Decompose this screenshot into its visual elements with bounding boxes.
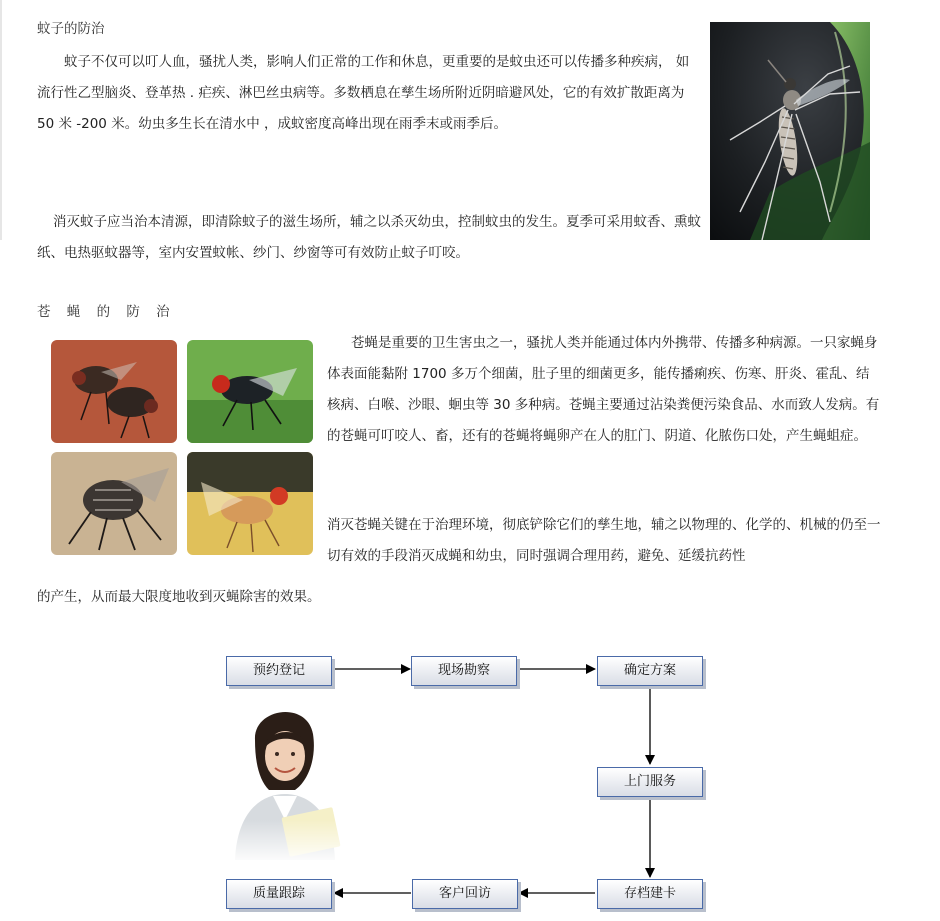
fly-paragraph-3: 的产生，从而最大限度地收到灭蝇除害的效果。	[37, 589, 321, 605]
fly-photo-grid	[51, 340, 313, 556]
flow-step-site-survey: 现场勘察	[411, 656, 517, 686]
mosquito-paragraph-2: 消灭蚊子应当治本清源，即清除蚊子的滋生场所，辅之以杀灭幼虫，控制蚊虫的发生。夏季可采用蚊香、熏蚊纸、电热驱蚊器等，室内安置蚊帐、纱门、纱窗等可有效防止蚊子叮咬。	[37, 214, 701, 261]
flow-step-booking: 预约登记	[226, 656, 332, 686]
flow-step-onsite-service: 上门服务	[597, 767, 703, 797]
fly-section-title: 苍 蝇 的 防 治	[37, 304, 176, 320]
mosquito-section-title: 蚊子的防治	[37, 21, 105, 37]
fly-paragraph-2: 消灭苍蝇关键在于治理环境，彻底铲除它们的孳生地，辅之以物理的、化学的、机械的仍至一切有效的手段消灭成蝇和幼虫，同时强调合理用药，避免、延缓抗药性	[327, 517, 881, 564]
flow-step-archive: 存档建卡	[597, 879, 703, 909]
flow-step-plan: 确定方案	[597, 656, 703, 686]
left-border	[0, 0, 2, 240]
fly-photo-3	[51, 452, 177, 555]
flow-step-quality-tracking: 质量跟踪	[226, 879, 332, 909]
mosquito-photo	[710, 22, 870, 240]
fly-paragraph-1: 苍蝇是重要的卫生害虫之一，骚扰人类并能通过体内外携带、传播多种病源。一只家蝇身体表面能黏附 1700 多万个细菌，肚子里的细菌更多，能传播痢疾、伤寒、肝炎、霍乱、结核病、白喉、沙眼、蛔虫等 30 多种病。苍蝇主要通过沾染粪便污染食品、水而致人发病。有的苍蝇可叮咬人、畜，还有的苍蝇将蝇卵产在人的肛门、阴道、化脓伤口处，产生蝇蛆症。	[327, 335, 880, 444]
mosquito-paragraph-1: 蚊子不仅可以叮人血，骚扰人类，影响人们正常的工作和休息，更重要的是蚊虫还可以传播多种疾病， 如流行性乙型脑炎、登革热 . 疟疾、淋巴丝虫病等。多数栖息在孳生场所附近阴暗避风处，它的有效扩散距离为 50 米 -200 米。幼虫多生长在清水中 ，成蚊密度高峰出现在雨季末或雨季后。	[37, 54, 690, 132]
fly-photo-4	[187, 452, 313, 555]
flow-step-follow-up: 客户回访	[412, 879, 518, 909]
fly-photo-2	[187, 340, 313, 443]
customer-service-photo	[225, 700, 345, 860]
fly-photo-1	[51, 340, 177, 443]
